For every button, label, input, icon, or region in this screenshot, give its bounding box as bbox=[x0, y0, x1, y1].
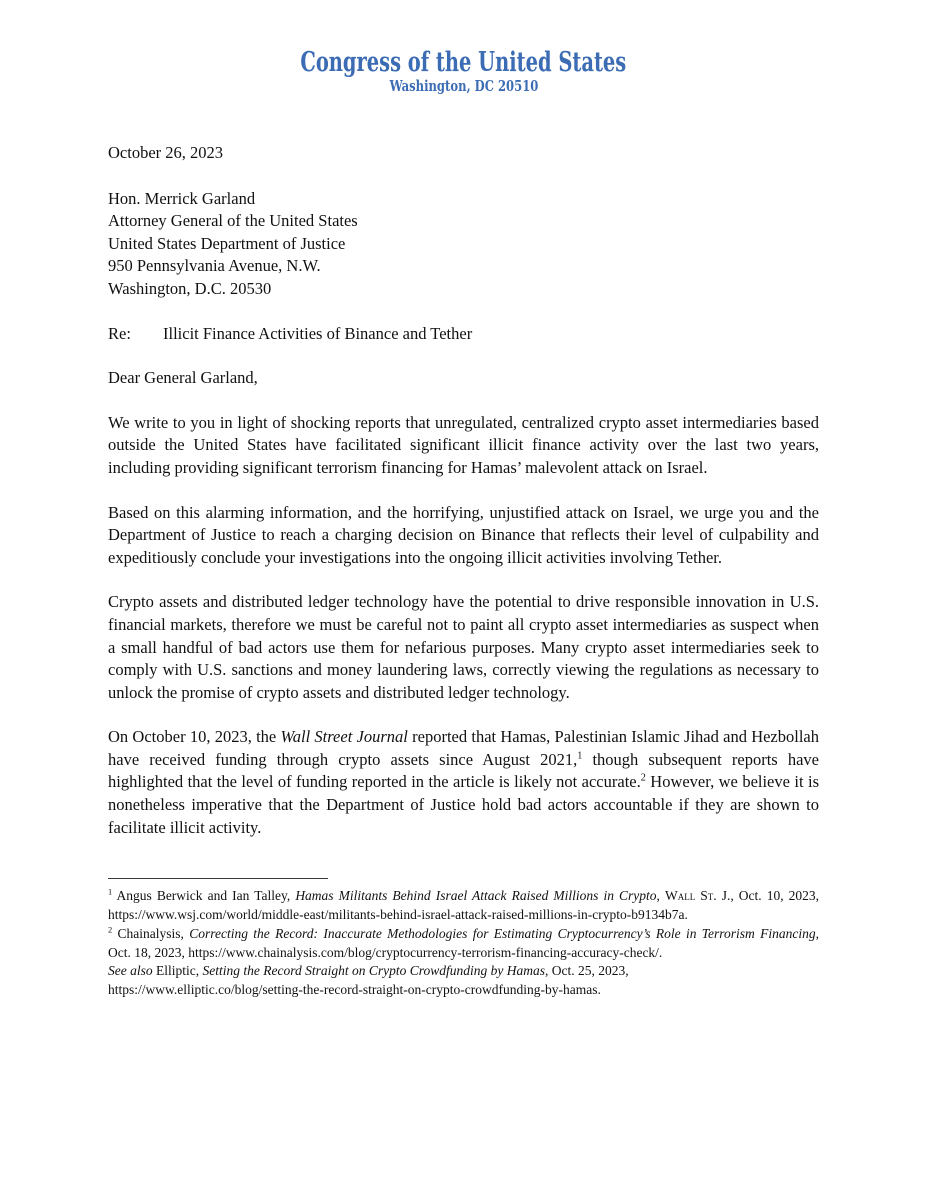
letter-body bbox=[108, 142, 819, 1000]
body-paragraph-2: Based on this alarming information, and the horrifying, unjustified attack on Israel, we urge you and the Department of Justice to reach a charging decision on Binance that reflects their level of culpability and expeditiously conclude your investigations into the ongoing illicit activities involving Tether. bbox=[108, 502, 819, 567]
address-line-street: 950 Pennsylvania Avenue, N.W. bbox=[108, 256, 321, 276]
letterhead-subtitle: Washington, DC 20510 bbox=[389, 78, 538, 95]
address-line-name: Hon. Merrick Garland bbox=[108, 188, 256, 208]
body-paragraph-1: We write to you in light of shocking reports that unregulated, centralized crypto asset intermediaries based outside the United States have facilitated significant illicit finance activity over the last two years, including providing significant terrorism financing for Hamas’ malevolent attack on Israel. bbox=[108, 412, 819, 477]
date-line: October 26, 2023 bbox=[108, 143, 224, 162]
letterhead-subtitle-row bbox=[0, 78, 927, 96]
address-line-org: United States Department of Justice bbox=[108, 233, 346, 253]
address-line-city: Washington, D.C. 20530 bbox=[108, 278, 272, 298]
body-paragraph-3: Crypto assets and distributed ledger technology have the potential to drive responsible innovation in U.S. financial markets, therefore we must be careful not to paint all crypto asset intermediaries as suspect when a small handful of bad actors use them for nefarious purposes. Many crypto asset intermediaries seek to comply with U.S. sanctions and money laundering laws, correctly viewing the regulations as necessary to unlock the promise of crypto assets and distributed ledger technology. bbox=[108, 592, 819, 702]
recipient-address bbox=[108, 188, 819, 301]
footnote-1: $^1$ Angus Berwick and Ian Talley, Hamas Militants Behind Israel Attack Raised Millions in Crypto, Wall St. J., Oct. 10, 2023, https://www.wsj.com/world/middle-east/militants-behind-israel-attack-raised-millions-in-crypto-b9134b7a. bbox=[108, 887, 819, 923]
address-line-title: Attorney General of the United States bbox=[108, 211, 358, 231]
salutation: Dear General Garland, bbox=[108, 368, 258, 388]
re-label: Re: bbox=[108, 323, 131, 343]
letterhead-title: Congress of the United States bbox=[300, 47, 627, 78]
re-line bbox=[108, 323, 819, 346]
letterhead bbox=[0, 0, 927, 96]
footnote-2: $^2$ Chainalysis, Correcting the Record: Inaccurate Methodologies for Estimating Cryptocurrency’s Role in Terrorism Financing, Oct. 18, 2023, https://www.chainalysis.com/blog/cryptocurrency-terrorism-financing-accuracy-check/. See also Elliptic, Setting the Record Straight on Crypto Crowdfunding by Hamas, Oct. 25, 2023, https://www.elliptic.co/blog/setting-the-record-straight-on-crypto-crowdfunding-by-hamas. bbox=[108, 925, 819, 998]
body-paragraph-4: On October 10, 2023, the Wall Street Journal reported that Hamas, Palestinian Islamic Jihad and Hezbollah have received funding through crypto assets since August 2021,$^1$ though subsequent reports have highlighted that the level of funding reported in the article is likely not accurate.$^2$ However, we believe it is nonetheless imperative that the Department of Justice hold bad actors accountable if they are shown to facilitate illicit activity. bbox=[108, 727, 819, 837]
re-subject: Illicit Finance Activities of Binance and Tether bbox=[163, 323, 473, 343]
footnote-separator bbox=[108, 878, 328, 879]
footnote-section bbox=[108, 878, 819, 1000]
